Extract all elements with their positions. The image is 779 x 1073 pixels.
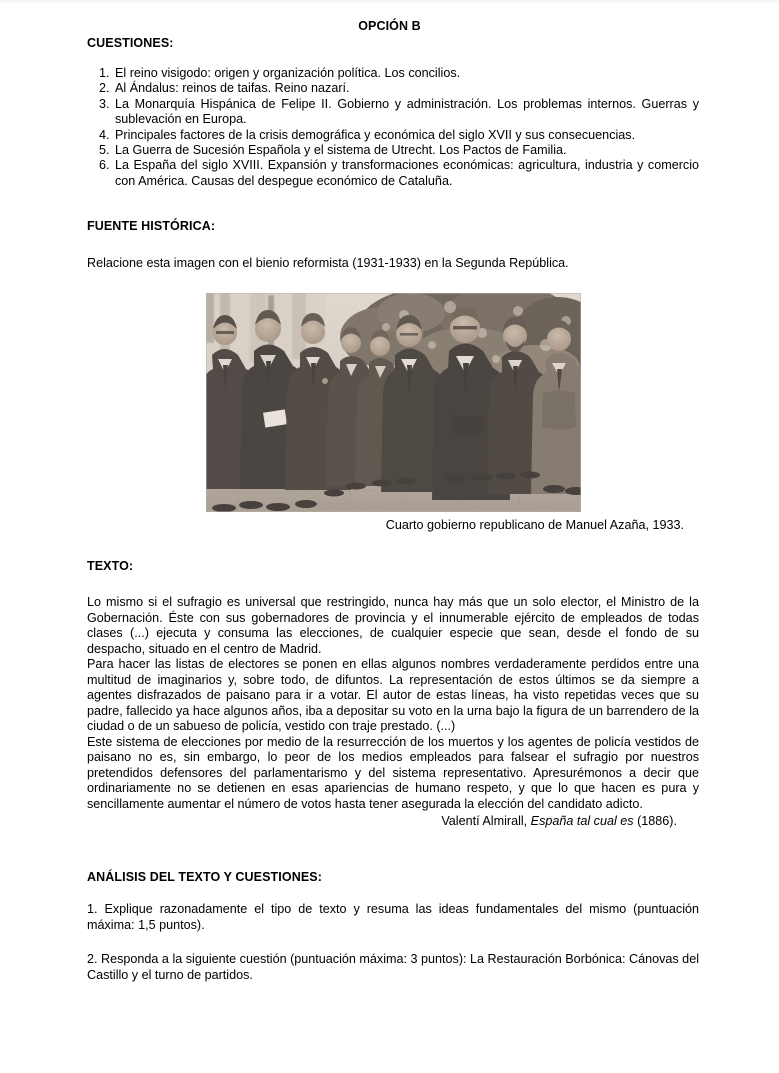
analisis-question: 2. Responda a la siguiente cuestión (puntuación máxima: 3 puntos): La Restauración Borbónica: Cánovas del Castillo y el turno de partidos. xyxy=(87,951,699,982)
section-heading-analisis: ANÁLISIS DEL TEXTO Y CUESTIONES: xyxy=(87,870,322,885)
analisis-question: 1. Explique razonadamente el tipo de texto y resuma las ideas fundamentales del mismo (puntuación máxima: 1,5 puntos). xyxy=(87,902,699,933)
section-heading-texto: TEXTO: xyxy=(87,559,134,574)
list-item: 6. La España del siglo XVIII. Expansión y transformaciones económicas: agricultura, industria y comercio con América. Causas del despegue económico de Cataluña. xyxy=(113,158,699,189)
attribution-author: Valentí Almirall, xyxy=(441,814,528,829)
list-item: 4. Principales factores de la crisis demográfica y económica del siglo XVII y sus consecuencias. xyxy=(113,128,699,143)
section-heading-cuestiones: CUESTIONES: xyxy=(87,36,174,50)
photo-caption: Cuarto gobierno republicano de Manuel Azaña, 1933. xyxy=(385,518,684,533)
texto-paragraph: Lo mismo si el sufragio es universal que restringido, nunca hay más que un solo elector, el Ministro de la Gobernación. Éste con sus gobernadores de provincia y el innumerable ejército de empleados de todas clases (...) ejecuta y consuma las elecciones, de cualquier especie que sean, desde el fondo de su despacho, situado en el centro de Madrid. xyxy=(87,595,699,656)
list-item: 2. Al Ándalus: reinos de taifas. Reino nazarí. xyxy=(113,81,699,96)
section-heading-fuente-historica: FUENTE HISTÓRICA: xyxy=(87,219,216,234)
page-title: OPCIÓN B xyxy=(358,19,421,33)
list-item: 5. La Guerra de Sucesión Española y el sistema de Utrecht. Los Pactos de Familia. xyxy=(113,143,699,158)
fuente-instruction: Relacione esta imagen con el bienio reformista (1931-1933) en la Segunda República. xyxy=(87,256,569,271)
list-item: 1. El reino visigodo: origen y organización política. Los concilios. xyxy=(113,66,699,81)
historical-photograph xyxy=(206,293,581,512)
attribution-year: (1886). xyxy=(637,814,677,829)
text-attribution xyxy=(87,814,699,828)
document-body xyxy=(87,36,699,983)
texto-paragraph: Este sistema de elecciones por medio de la resurrección de los muertos y los agentes de policía vestidos de paisano no es, sin embargo, lo peor de los medios empleados para falsear el sufragio por nuestros pretendidos defensores del parlamentarismo y del sistema representativo. Apresurémonos a decir que ordinariamente no se detienen en esas apariencias de humano respeto, y que lo que hacen es pura y sencillamente aumentar el número de votos hasta tener asegurada la elección del candidato adicto. xyxy=(87,734,699,811)
photo-container xyxy=(87,293,699,512)
cuestiones-list xyxy=(87,66,699,189)
texto-paragraph: Para hacer las listas de electores se ponen en ellas algunos nombres verdaderamente perdidos entre una multitud de imaginarios y, sobre todo, de difuntos. La representación de estos últimos se da siempre a agentes disfrazados de paisano para ir a votar. El autor de estas líneas, ha visto repetidas veces que su padre, fallecido ya hace algunos años, iba a depositar su voto en la urna bajo la figura de un barrendero de la ciudad o de un sabueso de policía, vestido con traje prestado. (...) xyxy=(87,657,699,734)
attribution-work-title: España tal cual es xyxy=(530,814,634,829)
list-item: 3. La Monarquía Hispánica de Felipe II. Gobierno y administración. Los problemas internos. Guerras y sublevación en Europa. xyxy=(113,97,699,128)
